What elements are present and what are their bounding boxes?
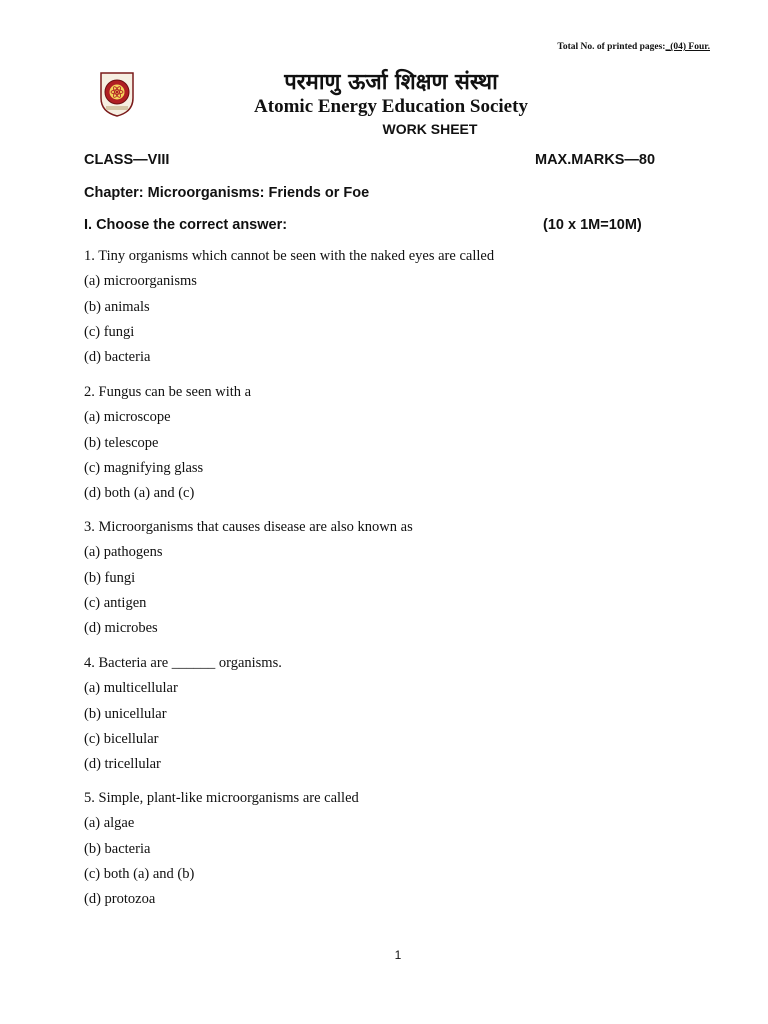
option: (c) both (a) and (b)	[84, 865, 195, 882]
worksheet-title: WORK SHEET	[382, 121, 478, 137]
option: (a) microscope	[84, 409, 171, 426]
question-block-1	[84, 244, 494, 370]
question-block-4	[84, 651, 282, 777]
question-text: 4. Bacteria are ______ organisms.	[84, 655, 282, 671]
option: (b) telescope	[84, 434, 159, 451]
option: (c) magnifying glass	[84, 459, 204, 476]
option: (a) algae	[84, 815, 135, 832]
question-block-2	[84, 380, 251, 506]
option: (c) antigen	[84, 594, 147, 611]
class-label: CLASS—VIII	[84, 152, 170, 168]
option: (b) animals	[84, 298, 150, 315]
option: (d) tricellular	[84, 756, 161, 773]
section-title: I. Choose the correct answer:	[84, 217, 288, 233]
page-number: 1	[394, 948, 402, 962]
option: (c) fungi	[84, 323, 135, 340]
option: (d) microbes	[84, 620, 158, 637]
option: (d) both (a) and (c)	[84, 485, 195, 502]
question-text: 3. Microorganisms that causes disease are also known as	[84, 519, 413, 535]
option: (b) unicellular	[84, 705, 167, 722]
printed-pages-value: _(04) Four.	[665, 42, 710, 52]
option: (b) bacteria	[84, 840, 151, 857]
society-name: Atomic Energy Education Society	[254, 96, 528, 117]
option: (a) microorganisms	[84, 273, 197, 290]
option: (a) multicellular	[84, 680, 178, 697]
section-marks: (10 x 1M=10M)	[543, 217, 642, 233]
hindi-title: परमाणु ऊर्जा शिक्षण संस्था	[284, 70, 498, 95]
question-text: 1. Tiny organisms which cannot be seen with the naked eyes are called	[84, 248, 495, 264]
option: (d) protozoa	[84, 891, 156, 908]
option: (d) bacteria	[84, 349, 151, 366]
question-block-3	[84, 515, 413, 641]
printed-pages-note	[557, 42, 710, 52]
question-text: 2. Fungus can be seen with a	[84, 384, 252, 400]
question-block-5	[84, 786, 359, 912]
option: (b) fungi	[84, 569, 136, 586]
chapter-title: Chapter: Microorganisms: Friends or Foe	[84, 185, 370, 201]
question-text: 5. Simple, plant-like microorganisms are called	[84, 790, 359, 806]
option: (c) bicellular	[84, 730, 159, 747]
max-marks-label: MAX.MARKS—80	[535, 152, 656, 168]
printed-pages-label: Total No. of printed pages:	[557, 42, 666, 52]
option: (a) pathogens	[84, 544, 163, 561]
